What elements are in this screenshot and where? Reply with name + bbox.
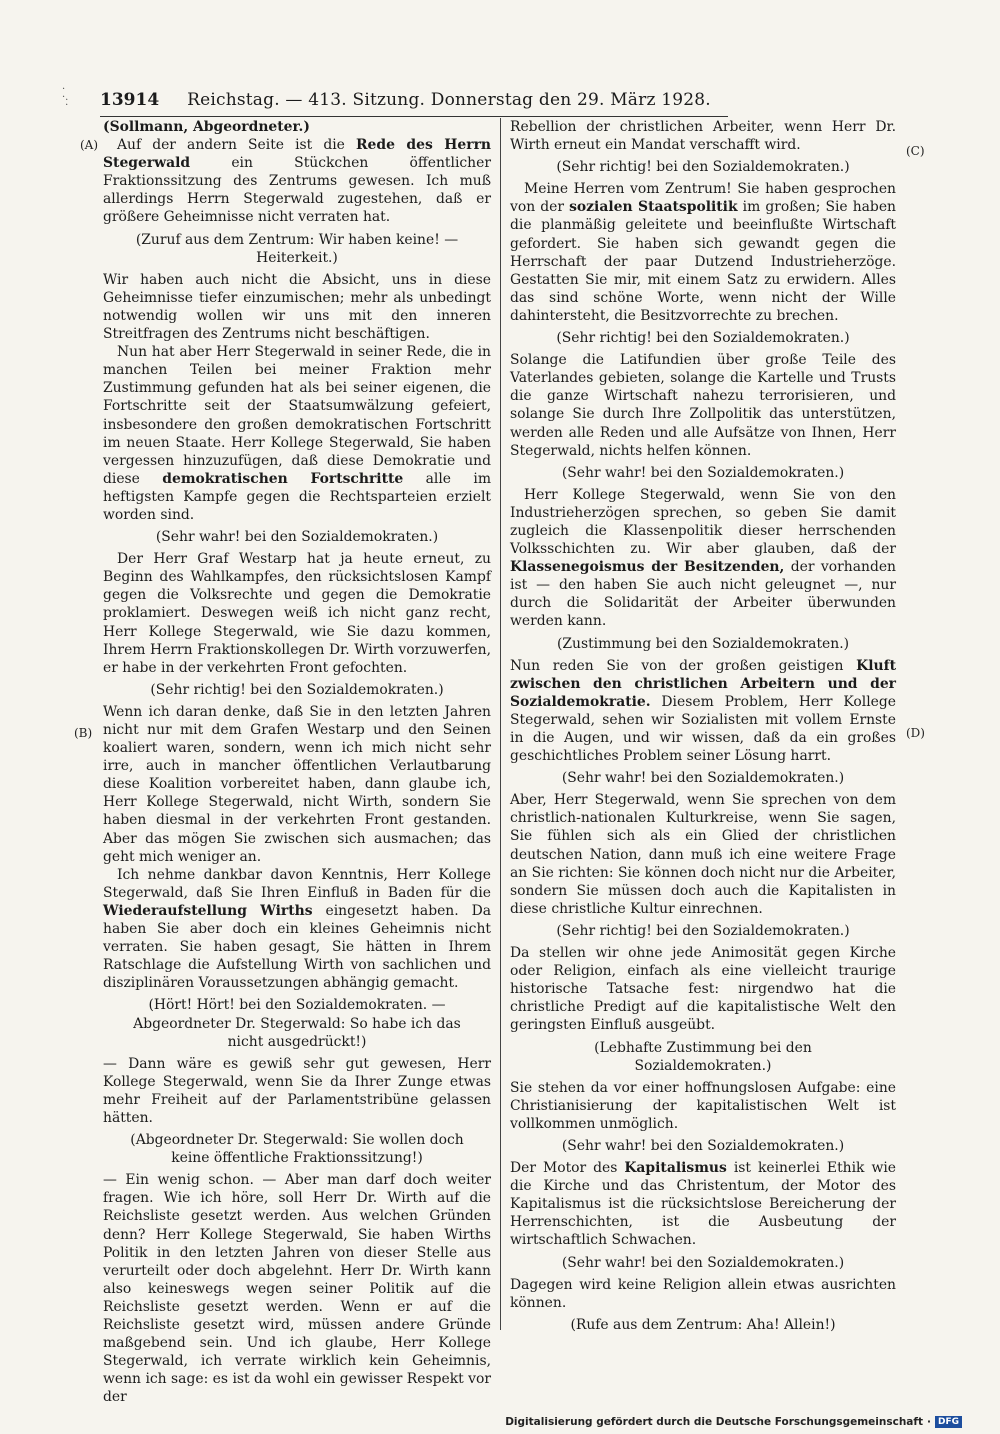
paragraph: Dagegen wird keine Religion allein etwas ausrichten können. [510,1276,896,1311]
speaker-name: (Sollmann, Abgeordneter.) [103,119,310,135]
digitization-credit: Digitalisierung gefördert durch die Deutsche Forschungsgemeinschaft · DFG [505,1416,962,1428]
margin-mark-a: (A) [80,138,99,152]
text-run: im großen; Sie haben die planmäßig geleitete und beeinflußte Wirtschaft gefordert. Sie haben sich gewandt gegen die Herrschaft der paar Dutzend Industrieherzöge. Gestatten Sie mir, mit einem Satz zu erwidern. Alles das sind schöne Worte, wenn nicht der Wille dahintersteht, die Besitzvorrechte zu brechen. [510,199,896,324]
credit-text: Digitalisierung gefördert durch die Deutsche Forschungsgemeinschaft [505,1416,923,1428]
page-header [100,90,728,117]
paragraph [510,657,896,766]
text-run: Auf der andern Seite ist die [117,137,356,154]
text-run: Ich nehme dankbar davon Kenntnis, Herr Kollege Stegerwald, daß Sie Ihren Einfluß in Baden für die [103,866,491,901]
emphasis-text: Rede des Herrn Stegerwald [103,137,491,172]
interjection: (Rufe aus dem Zentrum: Aha! Allein!) [570,1316,836,1333]
margin-mark-d: (D) [906,726,925,740]
interjection: (Sehr richtig! bei den Sozialdemokraten.) [150,681,444,698]
dfg-logo: DFG [935,1416,962,1428]
text-run: Diesem Problem, Herr Kollege Stegerwald, sehen wir Sozialisten mit vollem Ernste in die Augen, und wir wissen, daß da ein großes geschichtliches Problem seiner Lösung harrt. [510,693,896,765]
interjection: (Sehr wahr! bei den Sozialdemokraten.) [561,464,845,481]
paragraph: Rebellion der christlichen Arbeiter, wenn Herr Dr. Wirth erneut ein Mandat verschafft wird. [510,119,896,154]
interjection: (Abgeordneter Dr. Stegerwald: Sie wollen doch keine öffentliche Fraktionssitzung!) [130,1132,464,1167]
emphasis-text: Kapitalismus [624,1160,727,1177]
paragraph: — Dann wäre es gewiß sehr gut gewesen, Herr Kollege Stegerwald, wenn Sie da Ihrer Zunge etwas mehr Freiheit auf der Parlamentstribüne gelassen hätten. [103,1055,491,1126]
text-run: Meine Herren vom Zentrum! Sie haben gesprochen von der [510,181,896,216]
emphasis-text: sozialen Staatspolitik [569,199,738,216]
text-run: alle im heftigsten Kampfe gegen die Rechtsparteien erzielt worden sind. [103,470,491,523]
paragraph: — Ein wenig schon. — Aber man darf doch weiter fragen. Wie ich höre, soll Herr Dr. Wirth auf die Reichsliste gesetzt werden. Aus welchen Gründen denn? Herr Kollege Stegerwald, Sie haben Wirths Politik in den letzten Jahren von dieser Stelle aus verurteilt oder doch abgelehnt. Herr Dr. Wirth kann also keineswegs wegen seiner Politik auf die Reichsliste gesetzt werden. Wenn er auf die Reichsliste gesetzt wird, müssen andere Gründe maßgebend sein. Und ich glaube, Herr Kollege Stegerwald, ich verrate wirklich kein Geheimnis, wenn ich sage: es ist da wohl ein gewisser Respekt vor der [103,1172,491,1406]
paragraph: Wenn ich daran denke, daß Sie in den letzten Jahren nicht nur mit dem Grafen Westarp und den Seinen koaliert waren, sondern, wenn ich mich nicht sehr irre, auch in mancher öffentlichen Verlautbarung diese Koalition vorbereitet haben, dann glaube ich, Herr Kollege Stegerwald, nicht Wirth, sondern Sie haben diesmal in der verkehrten Front gestanden. Aber das mögen Sie zwischen sich ausmachen; das geht mich weniger an. [103,703,491,865]
text-run: ein Stückchen öffentlicher Fraktionssitzung des Zentrums gewesen. Ich muß allerdings Herrn Stegerwald zugestehen, daß er größere Geheimnisse nicht verraten hat. [103,155,491,226]
column-divider [500,118,501,1330]
margin-dots-decoration: · ·. · [62,84,69,111]
interjection: (Sehr richtig! bei den Sozialdemokraten.) [556,922,850,939]
emphasis-text: Kluft zwischen den christlichen Arbeitern und der Sozialdemokratie. [510,657,896,710]
paragraph: Aber, Herr Stegerwald, wenn Sie sprechen von dem christlich-nationalen Kulturkreise, wenn Sie sagen, Sie fühlen sich als ein Glied der christlichen deutschen Nation, dann muß ich eine weitere Frage an Sie richten: Sie können doch nicht nur die Arbeiter, sondern Sie müssen doch auch die Kapitalisten in diese christliche Kultur einrechnen. [510,792,896,917]
speaker-label [103,118,491,136]
emphasis-text: Klassenegoismus der Besitzenden, [510,559,785,576]
interjection: (Sehr wahr! bei den Sozialdemokraten.) [561,1137,845,1154]
paragraph [103,343,491,524]
interjection: (Zustimmung bei den Sozialdemokraten.) [556,635,850,652]
text-run: der vorhanden ist — den haben Sie auch nicht geleugnet —, nur durch die Solidarität der Arbeiter überwunden werden kann. [510,559,897,630]
text-run: Nun reden Sie von der großen geistigen [510,657,857,674]
interjection: (Sehr wahr! bei den Sozialdemokraten.) [561,770,845,787]
text-run: eingesetzt haben. Da haben Sie aber doch ein kleines Geheimnis nicht verraten. Sie haben gesagt, Sie hätten in Ihrem Ratschlage die Aufstellung Wirth von sachlichen und disziplinären Voraussetzungen abhängig gemacht. [103,902,491,992]
paragraph [510,180,896,325]
interjection: (Sehr richtig! bei den Sozialdemokraten.) [556,330,850,347]
paragraph [510,1159,896,1249]
paragraph: Der Herr Graf Westarp hat ja heute erneut, zu Beginn des Wahlkampfes, den rücksichtslosen Kampf gegen die Volksrechte und gegen die Demokratie proklamiert. Deswegen weiß ich nicht ganz recht, Herr Kollege Stegerwald, wie Sie dazu kommen, Ihrem Herrn Fraktionskollegen Dr. Wirth vorzuwerfen, er habe in der verkehrten Front gefochten. [103,551,491,676]
interjection: (Sehr wahr! bei den Sozialdemokraten.) [561,1254,845,1271]
margin-mark-b: (B) [74,726,93,740]
interjection: (Sehr wahr! bei den Sozialdemokraten.) [155,529,439,546]
interjection: (Zuruf aus dem Zentrum: Wir haben keine! — Heiterkeit.) [135,231,459,266]
paragraph: Wir haben auch nicht die Absicht, uns in diese Geheimnisse tiefer einzumischen; mehr als unbedingt notwendig wollen wir uns mit den inneren Streitfragen des Zentrums nicht beschäftigen. [103,271,491,343]
right-column [510,118,896,1338]
text-run: ist keinerlei Ethik wie die Kirche und das Christentum, der Motor des Kapitalismus ist die rücksichtslose Bereicherung der Herrenschichten, ist die Ausbeutung der wirtschaftlich Schwachen. [510,1160,896,1249]
paragraph [103,136,491,226]
page-number: 13914 [100,90,160,110]
emphasis-text: Wiederaufstellung Wirths [103,902,313,919]
text-run: Nun hat aber Herr Stegerwald in seiner Rede, die in manchen Teilen bei meiner Fraktion mehr Zustimmung gefunden hat als bei seiner eigenen, die Fortschritte seit der Staatsumwälzung gefeiert, insbesondere den großen demokratischen Fortschritt im neuen Staate. Herr Kollege Stegerwald, Sie haben vergessen hinzuzufügen, daß diese Demokratie und diese [103,344,491,487]
paragraph: Solange die Latifundien über große Teile des Vaterlandes gebieten, solange die Kartelle und Trusts die ganze Wirtschaft nahezu terrorisieren, und solange Sie durch Ihre Zollpolitik das unterstützen, werden alle Reden und alle Aufsätze von Ihnen, Herr Stegerwald, nichts helfen können. [510,352,896,459]
paragraph [510,486,896,631]
interjection: (Lebhafte Zustimmung bei den Sozialdemokraten.) [594,1039,812,1074]
interjection: (Hört! Hört! bei den Sozialdemokraten. — Abgeordneter Dr. Stegerwald: So habe ich das nicht ausgedrückt!) [133,997,461,1050]
interjection: (Sehr richtig! bei den Sozialdemokraten.) [556,159,850,176]
left-column [103,118,491,1406]
paragraph: Sie stehen da vor einer hoffnungslosen Aufgabe: eine Christianisierung der kapitalistischen Welt ist vollkommen unmöglich. [510,1079,896,1132]
paragraph: Da stellen wir ohne jede Animosität gegen Kirche oder Religion, einfach als eine vielleicht traurige historische Tatsache fest: nirgendwo hat die christliche Predigt auf die kapitalistische Welt den geringsten Einfluß ausgeübt. [510,945,896,1034]
text-run: Herr Kollege Stegerwald, wenn Sie von den Industrieherzögen sprechen, so geben Sie damit zugleich die Klassenpolitik dieser herrschenden Volksschichten zu. Wir aber glauben, daß der [510,486,896,558]
emphasis-text: demokratischen Fortschritte [162,470,404,487]
paragraph [103,866,491,993]
running-title: Reichstag. — 413. Sitzung. Donnerstag den 29. März 1928. [187,90,711,110]
text-run: Der Motor des [510,1160,625,1177]
margin-mark-c: (C) [906,144,925,158]
